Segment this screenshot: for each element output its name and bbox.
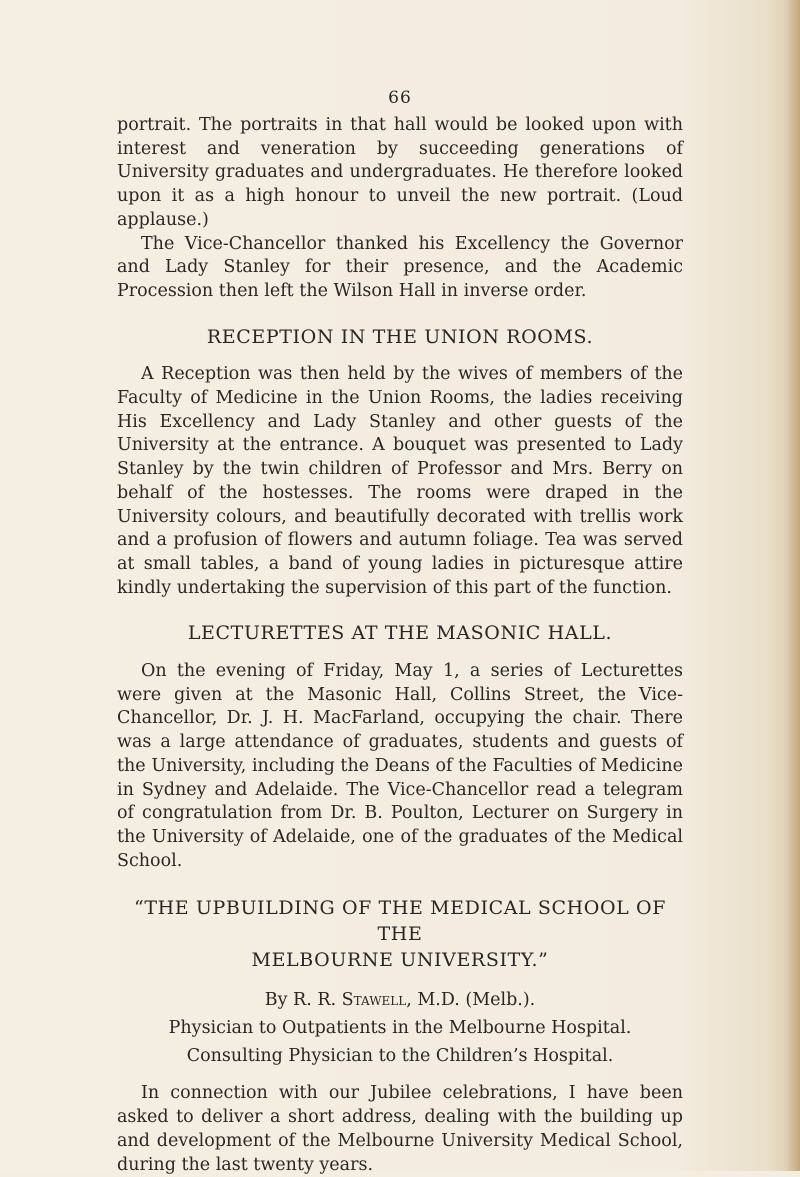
heading-reception: RECEPTION IN THE UNION ROOMS.	[206, 325, 594, 348]
page-edge-shading	[786, 0, 800, 1171]
byline-prefix: By R. R.	[264, 990, 337, 1011]
article-byline	[117, 987, 683, 1014]
page-content	[117, 114, 683, 1177]
heading-article-line-2: MELBOURNE UNIVERSITY.”	[251, 949, 549, 972]
heading-article-title	[117, 895, 683, 973]
paragraph-lecturettes: On the evening of Friday, May 1, a series of Lecturettes were given at the Masonic Hall, Collins Street, the Vice-Chancellor, Dr. J. H. MacFarland, occupying the chair. There was a large attendance of graduates, students and guests of the University, including the Deans of the Faculties of Medicine in Sydney and Adelaide. The Vice-Chancellor read a telegram of congratulation from Dr. B. Poulton, Lecturer on Surgery in the University of Adelaide, one of the graduates of the Medical School.	[117, 661, 683, 871]
author-role-2: Consulting Physician to the Children’s Hospital.	[186, 1046, 614, 1067]
byline-author-name: Stawell,	[341, 990, 412, 1011]
heading-lecturettes: LECTURETTES AT THE MASONIC HALL.	[187, 622, 613, 645]
paragraph-reception: A Reception was then held by the wives of members of the Faculty of Medicine in the Union Rooms, the ladies receiving His Excellency and Lady Stanley and other guests of the University at the entrance. A bouquet was presented to Lady Stanley by the twin children of Professor and Mrs. Berry on behalf of the hostesses. The rooms were draped in the University colours, and beautifully decorated with trellis work and a profusion of flowers and autumn foliage. Tea was served at small tables, a band of young ladies in picturesque attire kindly undertaking the supervision of this part of the function.	[117, 364, 683, 598]
paragraph-portrait: portrait. The portraits in that hall would be looked upon with interest and veneration by succeeding generations of University graduates and undergraduates. He therefore looked upon it as a high honour to unveil the new portrait. (Loud applause.)	[117, 115, 683, 230]
author-role-1: Physician to Outpatients in the Melbourne Hospital.	[168, 1018, 632, 1039]
heading-article-line-1: “THE UPBUILDING OF THE MEDICAL SCHOOL OF THE	[134, 897, 666, 946]
byline-suffix: M.D. (Melb.).	[417, 990, 536, 1011]
page-number: 66	[388, 88, 412, 108]
paragraph-article-intro: In connection with our Jubilee celebrations, I have been asked to deliver a short address, dealing with the building up and development of the Melbourne University Medical School, during the last twenty years.	[117, 1083, 683, 1175]
paragraph-vice-chancellor-thanks: The Vice-Chancellor thanked his Excellency the Governor and Lady Stanley for their presence, and the Academic Procession then left the Wilson Hall in inverse order.	[117, 233, 683, 301]
